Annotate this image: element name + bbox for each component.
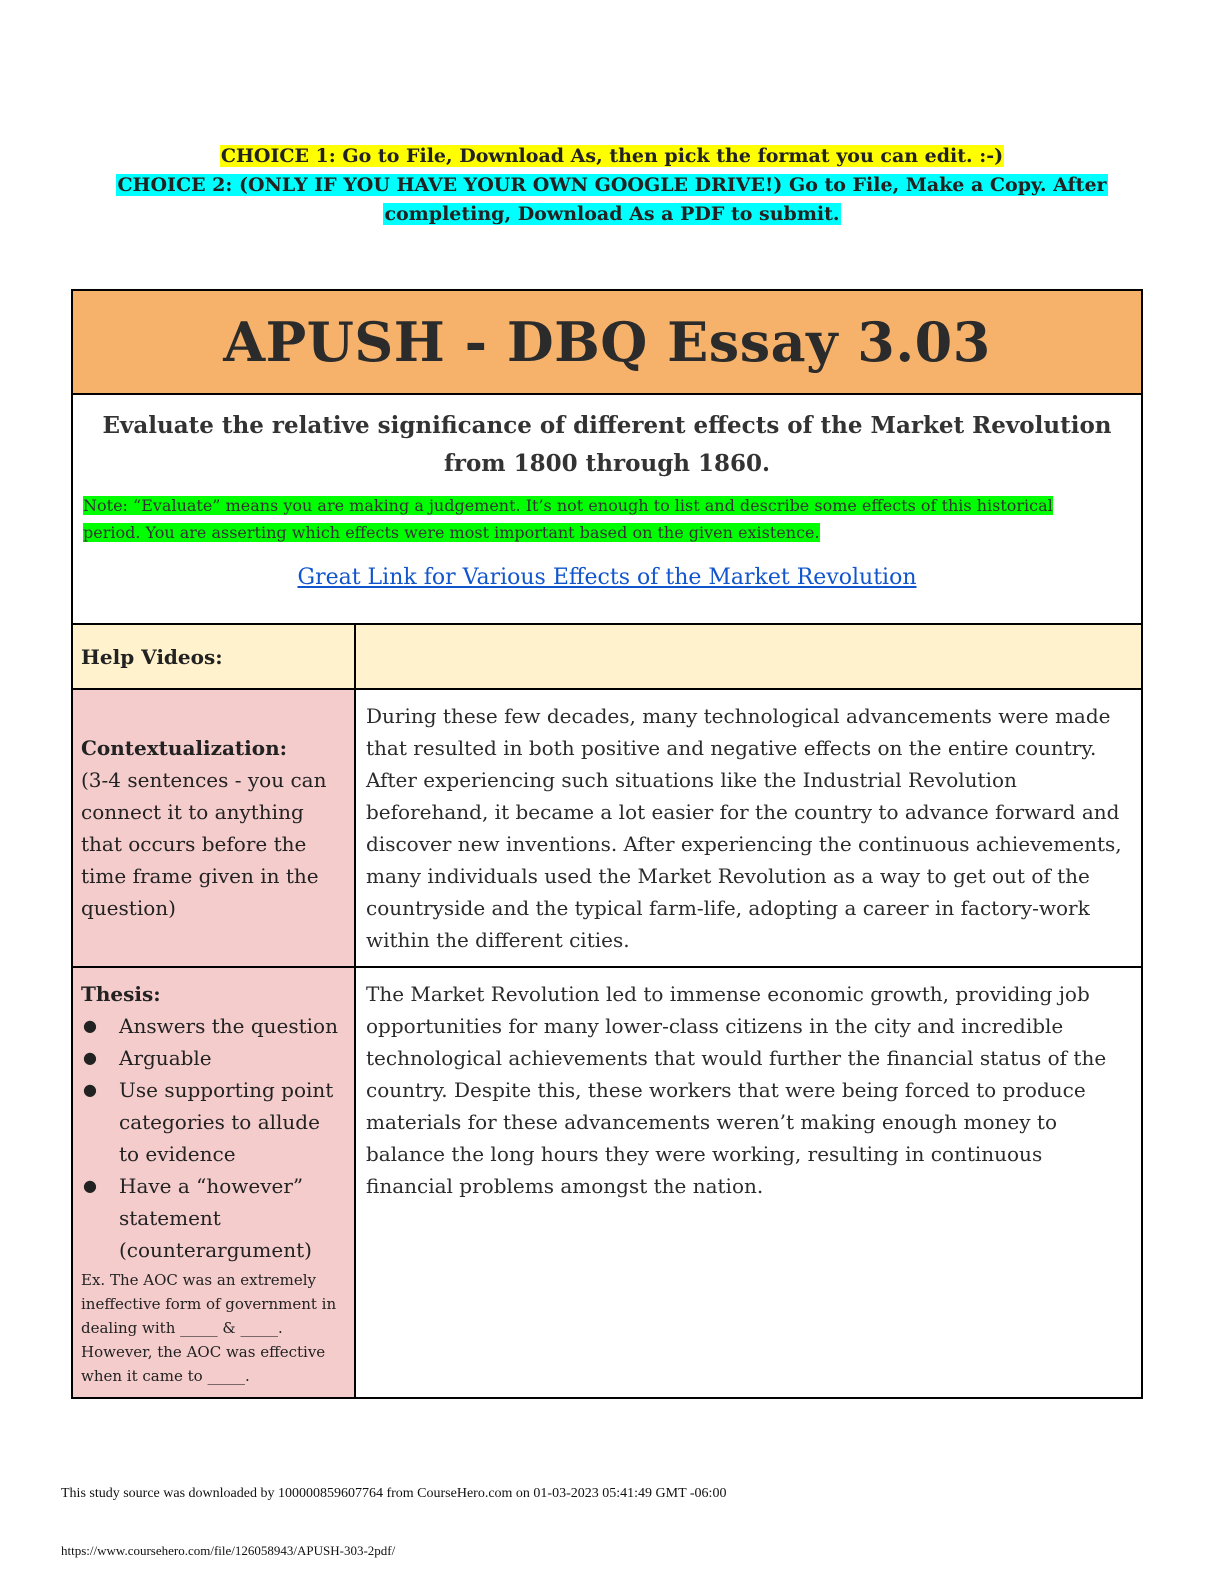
thesis-criteria-list [81, 1010, 346, 1266]
contextualization-label-cell [73, 690, 356, 966]
choice-2-text-line1: CHOICE 2: (ONLY IF YOU HAVE YOUR OWN GOOGLE DRIVE!) Go to File, Make a Copy. After [117, 174, 1107, 196]
contextualization-row [73, 690, 1141, 968]
instructions-block [0, 142, 1224, 229]
contextualization-description: (3-4 sentences - you can connect it to anything that occurs before the time frame given in the question) [81, 768, 327, 920]
contextualization-response: During these few decades, many technological advancements were made that resulted in both positive and negative effects on the entire country. After experiencing such situations like the Industrial Revolution beforehand, it became a lot easier for the country to advance forward and discover new inventions. After experiencing the continuous achievements, many individuals used the Market Revolution as a way to get out of the countryside and the typical farm-life, adopting a career in factory-work within the different cities. [366, 704, 1122, 952]
contextualization-label: Contextualization: [81, 736, 288, 760]
thesis-response: The Market Revolution led to immense economic growth, providing job opportunities for many lower-class citizens in the city and incredible technological achievements that would further the financial status of the country. Despite this, these workers that were being forced to produce materials for these advancements weren’t making enough money to balance the long hours they were working, resulting in continuous financial problems amongst the nation. [366, 982, 1107, 1198]
dbq-table [71, 289, 1143, 1399]
note-line2: period. You are asserting which effects were most important based on the given existence. [83, 523, 820, 542]
essay-prompt: Evaluate the relative significance of different effects of the Market Revolution from 1800 through 1860. [102, 412, 1112, 477]
choice-2-text-line2: completing, Download As a PDF to submit. [384, 203, 840, 225]
source-url[interactable]: https://www.coursehero.com/file/126058943/APUSH-303-2pdf/ [61, 1543, 396, 1558]
evaluate-note [83, 492, 1131, 546]
thesis-response-cell[interactable] [356, 968, 1141, 1397]
contextualization-response-cell[interactable] [356, 690, 1141, 966]
list-item: ● Answers the question [81, 1010, 346, 1042]
download-source-note: This study source was downloaded by 100000859607764 from CourseHero.com on 01-03-2023 05:41:49 GMT -06:00 [61, 1486, 727, 1501]
list-item: ● Use supporting point categories to allude to evidence [81, 1074, 346, 1170]
thesis-label-cell [73, 968, 356, 1397]
page-title: APUSH - DBQ Essay 3.03 [223, 310, 991, 374]
title-row [73, 291, 1141, 395]
thesis-example: Ex. The AOC was an extremely ineffective form of government in dealing with _____ & _____. However, the AOC was effective when it came to _____. [81, 1271, 337, 1385]
thesis-row [73, 968, 1141, 1397]
list-item: ● Arguable [81, 1042, 346, 1074]
market-revolution-link[interactable]: Great Link for Various Effects of the Market Revolution [297, 565, 917, 590]
list-item: ● Have a “however” statement (counterargument) [81, 1170, 346, 1266]
help-videos-row [73, 625, 1141, 690]
choice-1-text: CHOICE 1: Go to File, Download As, then pick the format you can edit. :-) [220, 145, 1004, 167]
prompt-section [73, 395, 1141, 625]
thesis-label: Thesis: [81, 982, 161, 1006]
help-videos-label: Help Videos: [73, 625, 356, 688]
note-line1: Note: “Evaluate” means you are making a judgement. It’s not enough to list and describe some effects of this historical [83, 496, 1053, 515]
help-videos-cell[interactable] [356, 625, 1141, 688]
